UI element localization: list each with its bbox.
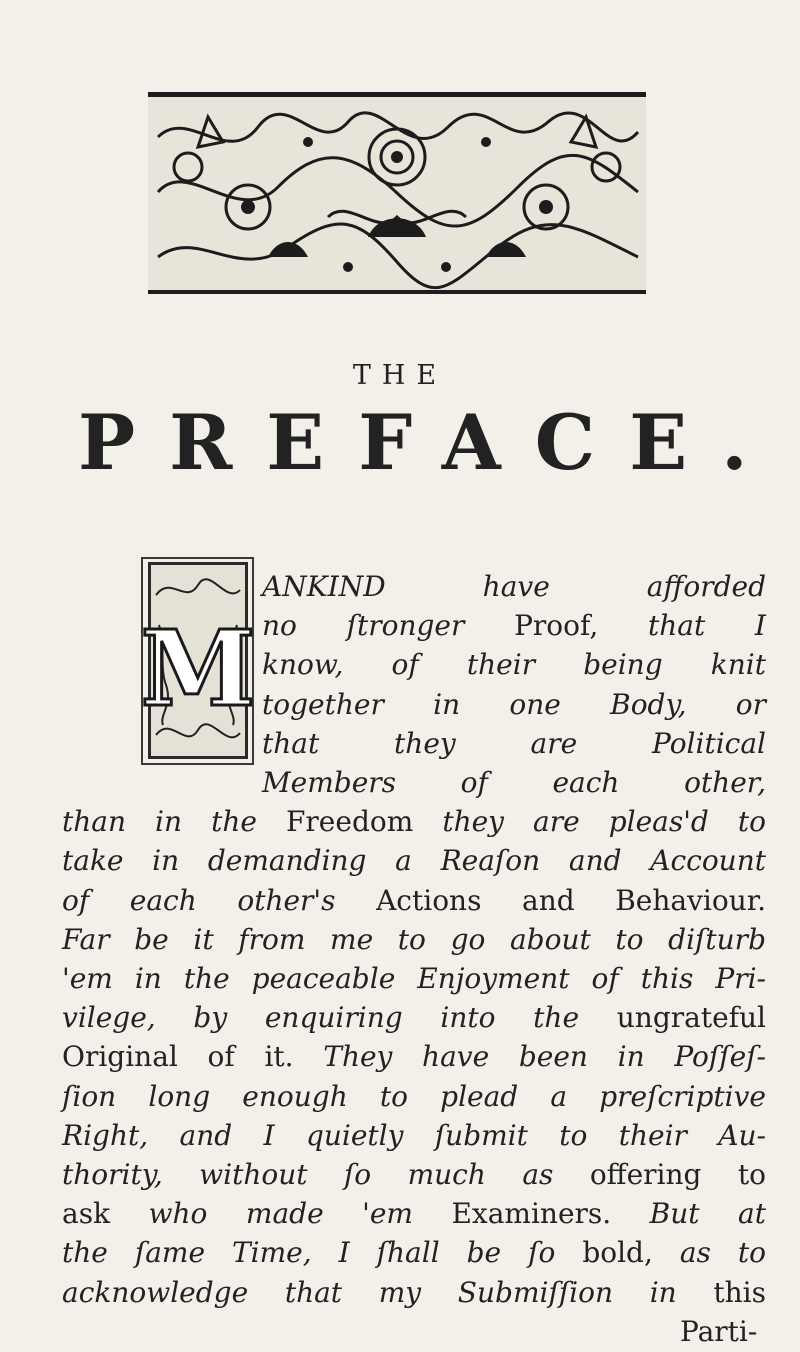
catchword: Parti- bbox=[680, 1314, 758, 1348]
text-line: Members of each other, bbox=[262, 766, 766, 799]
text-line: Right, and I quietly ſubmit to their Au- bbox=[62, 1118, 766, 1152]
page-title: PREFACE. bbox=[78, 398, 782, 487]
text-line: acknowledge that my Submiſſion in this bbox=[62, 1275, 766, 1309]
text-line: of each other's Actions and Behaviour. bbox=[62, 883, 766, 917]
text-line: take in demanding a Reaſon and Account bbox=[62, 844, 766, 878]
text-line: Far be it from me to go about to diſturb bbox=[62, 922, 766, 956]
heading-the: THE bbox=[352, 360, 448, 391]
text-line: thority, without ſo much as offering to bbox=[62, 1158, 766, 1191]
text-line: ANKIND have afforded bbox=[262, 570, 766, 603]
text-line: ſion long enough to plead a preſcriptive bbox=[62, 1079, 766, 1113]
text-line: the ſame Time, I ſhall be ſo bold, as to bbox=[62, 1236, 767, 1270]
text-line: together in one Body, or bbox=[262, 687, 766, 721]
text-line: no ſtronger Proof, that I bbox=[262, 609, 766, 643]
text-line: Original of it. They have been in Poſſeſ- bbox=[62, 1040, 767, 1074]
text-line: that they are Political bbox=[262, 726, 766, 760]
text-line: than in the Freedom they are pleas'd to bbox=[62, 805, 767, 839]
text-line: know, of their being knit bbox=[262, 648, 766, 682]
text-line: 'em in the peaceable Enjoyment of this Pri- bbox=[62, 962, 766, 995]
initial-letter: M bbox=[140, 607, 256, 730]
text-line: ask who made 'em Examiners. But at bbox=[62, 1197, 766, 1231]
text-line: vilege, by enquiring into the ungrateful bbox=[62, 1001, 766, 1035]
